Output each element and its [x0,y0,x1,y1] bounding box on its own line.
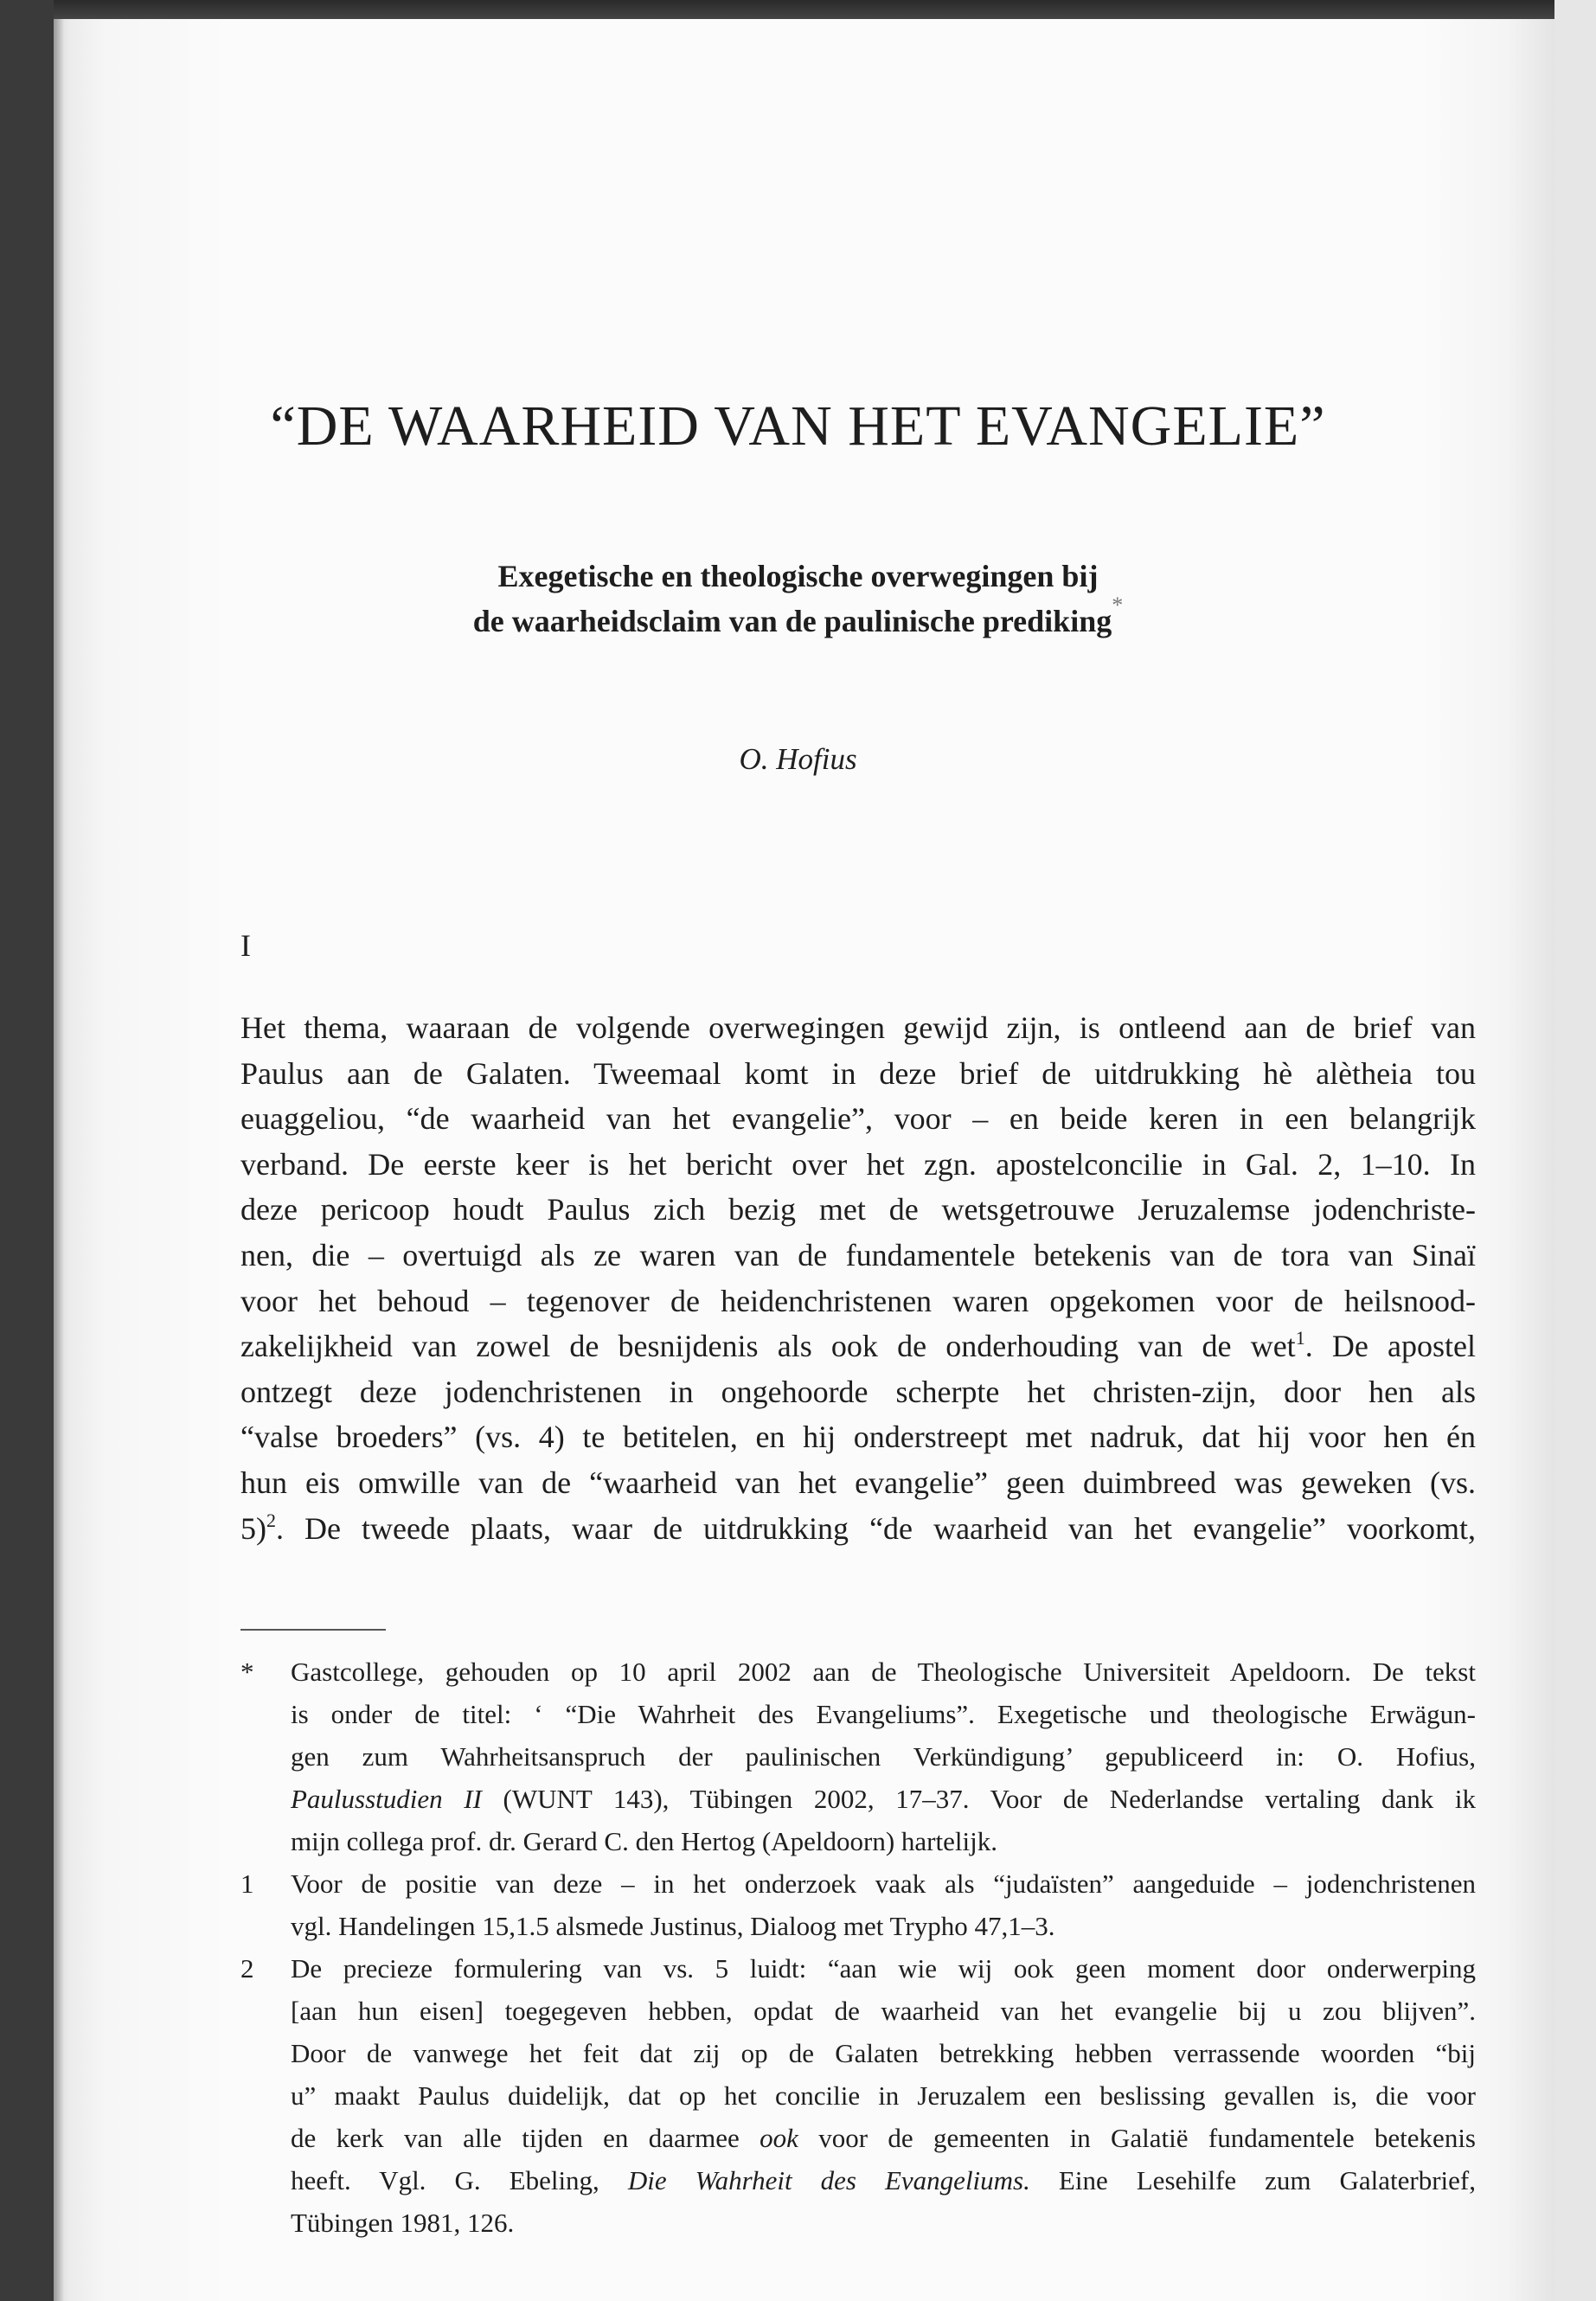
body-line: “valse broeders” (vs. 4) te betitelen, en hij onderstreept met nadruk, dat hij voor hen én [240,1420,1476,1455]
footnote-2 [240,1947,1476,2244]
footnote-line: Gastcollege, gehouden op 10 april 2002 aan de Theologische Universiteit Apeldoorn. De tekst [291,1657,1476,1687]
spine-shadow [54,19,64,2301]
next-page-edge [1554,0,1596,2301]
footnote-mark: 2 [240,1953,254,1984]
page-title: “DE WAARHEID VAN HET EVANGELIE” [270,394,1326,458]
footnote-line: Door de vanwege het feit dat zij op de Galaten betrekking hebben verrassende woorden “bij [291,2038,1476,2068]
footnote-line [291,2117,1476,2159]
body-line: verband. De eerste keer is het bericht over het zgn. apostelconcilie in Gal. 2, 1–10. In [240,1146,1476,1182]
body-line: voor het behoud – tegenover de heidenchristenen waren opgekomen voor de heilsnood- [240,1283,1476,1318]
footnote-italic: ook [760,2123,798,2153]
footnote-text: de kerk van alle tijden en daarmee [291,2123,760,2153]
footnote-text: voor de gemeenten in Galatië fundamentele betekenis [798,2123,1476,2153]
footnote-line: [aan hun eisen] toegegeven hebben, opdat de waarheid van het evangelie bij u zou blijven”. [291,1996,1476,2026]
footnote-line: gen zum Wahrheitsanspruch der paulinischen Verkündigung’ gepubliceerd in: O. Hofius, [291,1741,1476,1772]
body-line [240,1506,1476,1552]
body-line-text: 5) [240,1510,266,1546]
footnotes [240,1650,1476,2244]
body-line: euaggeliou, “de waarheid van het evangelie”, voor – en beide keren in een belangrijk [240,1101,1476,1137]
subtitle-line-2 [0,593,1596,644]
footnote-ref-1[interactable]: 1 [1295,1327,1305,1349]
footnote-italic: Die Wahrheit des Evangeliums. [627,2165,1030,2195]
body-line [240,1324,1476,1369]
footnote-text: Eine Lesehilfe zum Galaterbrief, [1029,2165,1476,2195]
footnote-divider [240,1629,386,1631]
footnote-line [291,2159,1476,2202]
footnote-body [291,1650,1476,1862]
body-paragraph [240,1005,1476,1551]
body-line: ontzegt deze jodenchristenen in ongehoorde scherpte het christen-zijn, door hen als [240,1374,1476,1409]
body-line-text: . De apostel [1304,1329,1476,1364]
footnote-line: mijn collega prof. dr. Gerard C. den Hertog (Apeldoorn) hartelijk. [291,1826,997,1856]
section-number: I [240,928,251,963]
footnote-line: u” maakt Paulus duidelijk, dat op het concilie in Jeruzalem een beslissing gevallen is, die voor [291,2080,1476,2111]
footnote-line: De precieze formulering van vs. 5 luidt: “aan wie wij ook geen moment door onderwerping [291,1953,1476,1984]
scan-top-edge [54,0,1554,19]
footnote-text: heeft. Vgl. G. Ebeling, [291,2165,628,2195]
footnote-line: is onder de titel: ‘ “Die Wahrheit des Evangeliums”. Exegetische und theologische Erwägun- [291,1699,1476,1729]
footnote-body [291,1862,1476,1947]
body-line: hun eis omwille van de “waarheid van het evangelie” geen duimbreed was geweken (vs. [240,1465,1476,1500]
footnote-ref-2[interactable]: 2 [266,1509,276,1531]
subtitle-line-1: Exegetische en theologische overwegingen bij [497,559,1099,593]
body-line-text: zakelijkheid van zowel de besnijdenis als ook de onderhouding van de wet [240,1329,1296,1364]
body-line-text: . De tweede plaats, waar de uitdrukking “de waarheid van het evangelie” voorkomt, [276,1510,1476,1546]
footnote-star [240,1650,1476,1862]
footnote-mark: * [240,1657,254,1687]
subtitle-footnote-mark[interactable]: * [1112,593,1124,618]
body-line: nen, die – overtuigd als ze waren van de fundamentele betekenis van de tora van Sinaï [240,1237,1476,1272]
body-line: Paulus aan de Galaten. Tweemaal komt in deze brief de uitdrukking hè alètheia tou [240,1055,1476,1091]
footnote-line [291,1778,1476,1820]
author: O. Hofius [739,742,857,776]
body-line: deze pericoop houdt Paulus zich bezig met de wetsgetrouwe Jeruzalemse jodenchriste- [240,1192,1476,1227]
footnote-text: (WUNT 143), Tübingen 2002, 17–37. Voor de Nederlandse vertaling dank ik [481,1784,1476,1814]
footnote-line: Voor de positie van deze – in het onderzoek vaak als “judaïsten” aangeduide – jodenchristenen [291,1868,1476,1899]
subtitle [0,554,1596,644]
subtitle-line-2-text: de waarheidsclaim van de paulinische prediking [472,604,1112,638]
footnote-line: Tübingen 1981, 126. [291,2208,515,2238]
footnote-body [291,1947,1476,2244]
body-line: Het thema, waaraan de volgende overwegingen gewijd zijn, is ontleend aan de brief van [240,1010,1476,1045]
footnote-line: vgl. Handelingen 15,1.5 alsmede Justinus, Dialoog met Trypho 47,1–3. [291,1911,1055,1941]
footnote-1 [240,1862,1476,1947]
footnote-mark: 1 [240,1868,254,1899]
footnote-italic: Paulusstudien II [291,1784,482,1814]
